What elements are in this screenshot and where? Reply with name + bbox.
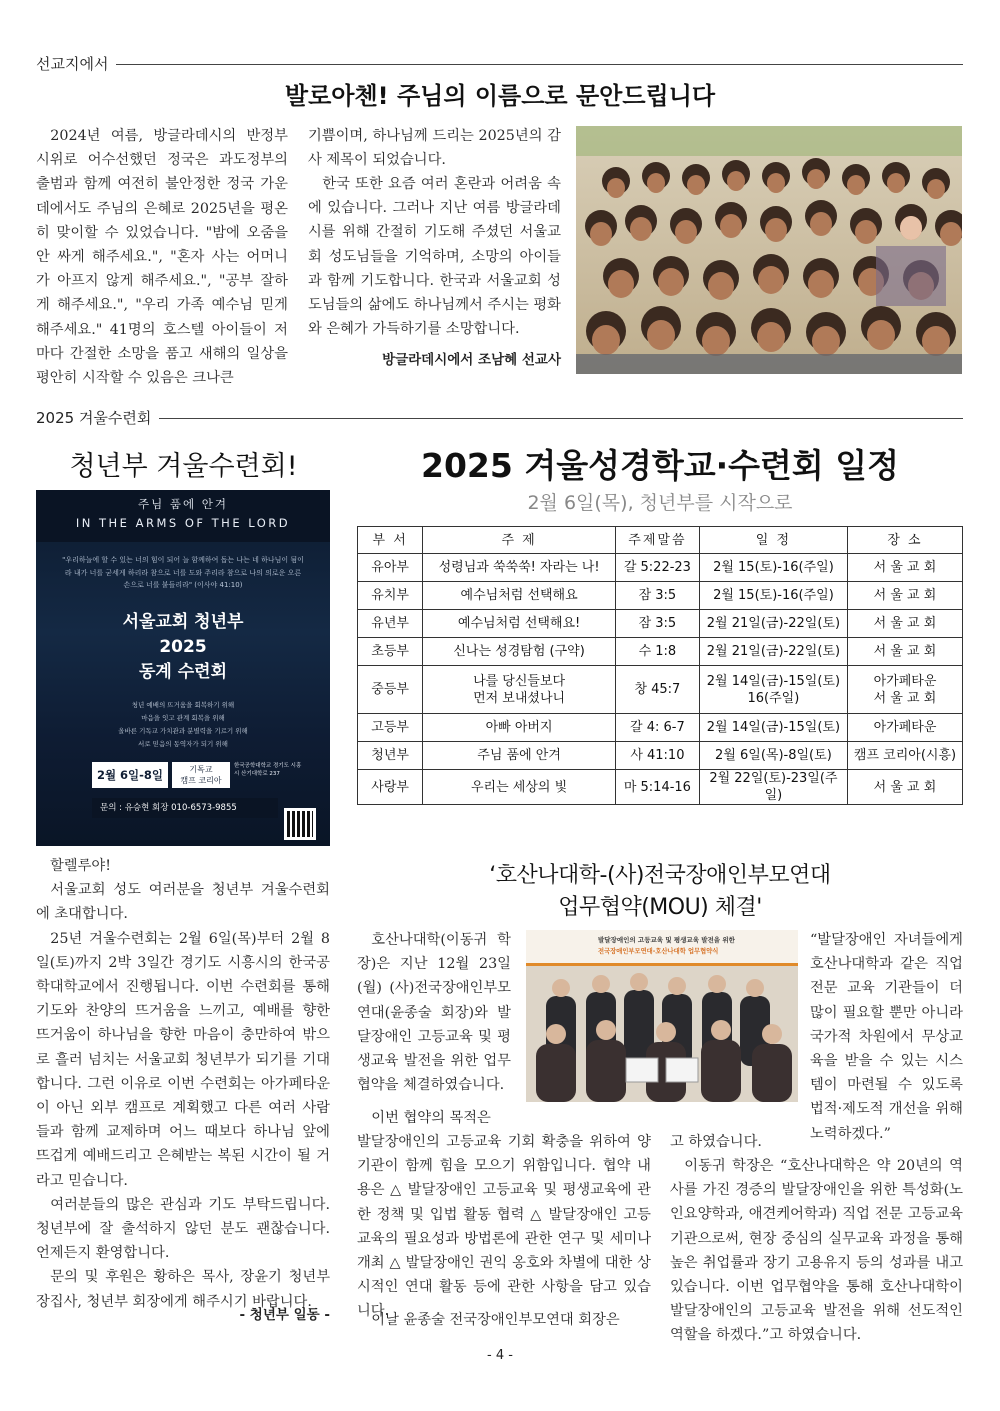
schedule-cell: 2월 15(토)-16(주일) bbox=[699, 582, 847, 610]
schedule-cell: 아가페타운 서 울 교 회 bbox=[847, 666, 962, 714]
poster-contact: 문의 : 유승현 회장 010-6573-9855 bbox=[92, 798, 278, 818]
poster-qr-code bbox=[284, 808, 316, 840]
schedule-cell: 사랑부 bbox=[358, 770, 423, 805]
poster-goal: 청년 예배의 뜨거움을 회복하기 위해 bbox=[131, 700, 235, 709]
schedule-header-row bbox=[358, 527, 963, 554]
poster-goal: 서로 믿음의 동역자가 되기 위해 bbox=[138, 739, 228, 748]
schedule-cell: 고등부 bbox=[358, 714, 423, 742]
schedule-row bbox=[358, 638, 963, 666]
schedule-cell: 성령님과 쑥쑥쑥! 자라는 나! bbox=[423, 554, 616, 582]
schedule-row bbox=[358, 666, 963, 714]
schedule-cell: 유아부 bbox=[358, 554, 423, 582]
mou-left-bottom: 발달장애인의 고등교육 기회 확충을 위하여 양 기관이 함께 힘을 모으기 위함입니다. 협약 내용은 △ 발달장애인 고등교육 및 평생교육에 관한 정책 및 입법 활동 협력 △ 발달장애인 고등교육의 필요성과 방법론에 관한 연구 및 세미나 개최 △ 발달장애인 권익 옹호와 차별에 대한 상시적인 연대 활동 등에 관한 사항을 담고 있습니다. bbox=[357, 1134, 651, 1320]
mission-headline: 발로아첸! 주님의 이름으로 문안드립니다 bbox=[284, 82, 716, 110]
schedule-cell: 서 울 교 회 bbox=[847, 554, 962, 582]
mou-left-bottom-2: 이날 윤종술 전국장애인부모연대 회장은 bbox=[371, 1312, 620, 1328]
schedule-cell: 2월 15(토)-16(주일) bbox=[699, 554, 847, 582]
schedule-cell: 2월 14일(금)-15일(토) bbox=[699, 714, 847, 742]
mou-purpose-lead: 이번 협약의 목적은 bbox=[371, 1110, 491, 1126]
poster-goals bbox=[36, 699, 330, 751]
poster-date-row bbox=[92, 762, 312, 792]
poster-venue-line2: 캠프 코리아 bbox=[180, 776, 222, 785]
youth-body-paragraph: 문의 및 후원은 황하은 목사, 장윤기 청년부장집사, 청년부 회장에게 해주시기 바랍니다. bbox=[36, 1269, 330, 1310]
mission-col2a: 기쁨이며, 하나님께 드리는 2025년의 감사 제목이 되었습니다. bbox=[308, 128, 561, 169]
schedule-cell: 2월 14일(금)-15일(토) 16(주일) bbox=[699, 666, 847, 714]
schedule-cell: 2월 6일(목)-8일(토) bbox=[699, 742, 847, 770]
schedule-cell: 우리는 세상의 빛 bbox=[423, 770, 616, 805]
schedule-header-cell: 주제말씀 bbox=[615, 527, 699, 554]
youth-retreat-poster bbox=[36, 490, 330, 846]
schedule-header-cell: 부 서 bbox=[358, 527, 423, 554]
schedule-header-cell: 장 소 bbox=[847, 527, 962, 554]
poster-verse: "우리하늘에 할 수 있는 너의 힘이 되어 늘 함께하여 돕는 나는 네 하나님이 됨이라 내가 너를 굳세게 하리라 참으로 너를 도와 주리라 참으로 나의 의로운 오른손으로 너를 붙들리라" (이사야 41:10) bbox=[62, 556, 304, 589]
schedule-cell: 유년부 bbox=[358, 610, 423, 638]
schedule-cell: 2월 22일(토)-23일(주일) bbox=[699, 770, 847, 805]
mou-right-bottom-1: 고 하였습니다. bbox=[670, 1134, 762, 1150]
section-label-winter: 2025 겨울수련회 bbox=[36, 407, 159, 428]
poster-goal: 올바른 기독교 가치관과 분별력을 기르기 위해 bbox=[118, 726, 248, 735]
schedule-cell: 수 1:8 bbox=[615, 638, 699, 666]
schedule-cell: 서 울 교 회 bbox=[847, 582, 962, 610]
schedule-cell: 창 45:7 bbox=[615, 666, 699, 714]
schedule-cell: 아빠 아버지 bbox=[423, 714, 616, 742]
schedule-cell: 2월 21일(금)-22일(토) bbox=[699, 610, 847, 638]
mou-banner-line1: 발달장애인의 고등교육 및 평생교육 발전을 위한 bbox=[598, 936, 735, 944]
schedule-cell: 캠프 코리아(시흥) bbox=[847, 742, 962, 770]
schedule-row bbox=[358, 610, 963, 638]
mission-signature: 방글라데시에서 조남혜 선교사 bbox=[382, 352, 561, 368]
mission-group-photo bbox=[576, 126, 962, 374]
mou-quote: “발달장애인 자녀들에게 호산나대학과 같은 직업 전문 교육 기관들이 더 많이 필요할 뿐만 아니라 국가적 차원에서 무상교육을 받을 수 있는 시스템이 마련될 수 있도록 법적·제도적 개선을 위해 노력하겠다.” bbox=[810, 932, 963, 1142]
schedule-header-cell: 주 제 bbox=[423, 527, 616, 554]
poster-venue-line1: 기독교 bbox=[189, 765, 213, 774]
mou-left-paragraph: 호산나대학(이동귀 학장)은 지난 12월 23일(월) (사)전국장애인부모연대(윤종술 회장)와 발달장애인 고등교육 및 평생교육 발전을 위한 업무협약을 체결하였습니다. bbox=[357, 932, 511, 1094]
poster-title-line1: 서울교회 청년부 bbox=[122, 611, 244, 632]
poster-title-line2: 2025 bbox=[159, 636, 207, 657]
poster-theme-korean: 주님 품에 안겨 bbox=[138, 497, 228, 511]
youth-retreat-headline: 청년부 겨울수련회! bbox=[69, 451, 298, 482]
schedule-cell: 예수님처럼 선택해요 bbox=[423, 582, 616, 610]
schedule-cell: 서 울 교 회 bbox=[847, 638, 962, 666]
schedule-cell: 서 울 교 회 bbox=[847, 610, 962, 638]
youth-body-paragraph: 할렐루야! bbox=[50, 858, 111, 874]
poster-venue bbox=[172, 762, 230, 788]
mou-people-illustration bbox=[526, 966, 798, 1102]
schedule-cell: 갈 5:22-23 bbox=[615, 554, 699, 582]
youth-retreat-body bbox=[36, 854, 330, 1314]
schedule-subheadline: 2월 6일(목), 청년부를 시작으로 bbox=[527, 492, 793, 514]
poster-title-block bbox=[36, 610, 330, 685]
schedule-row bbox=[358, 582, 963, 610]
poster-address: 한국공학대학교 경기도 시흥시 산기대학로 237 bbox=[234, 763, 302, 777]
youth-body-paragraph: 25년 겨울수련회는 2월 6일(목)부터 2월 8일(토)까지 2박 3일간 경기도 시흥시의 한국공학대학교에서 진행됩니다. 이번 수련회를 통해 기도와 찬양의 뜨거움을 느끼고, 예배를 향한 뜨거움이 하나님을 향한 마음이 충만하여 밖으로 흘러 넘치는 서울교회 청년부가 되기를 기대합니다. 그런 이유로 이번 수련회는 아가페타운이 아닌 외부 캠프로 계획했고 다른 여러 사람들과 함께 교제하며 어느 때보다 하나님 앞에 뜨겁게 예배드리고 은혜받는 복된 시간이 될 거라고 믿습니다. bbox=[36, 930, 330, 1189]
schedule-cell: 주님 품에 안겨 bbox=[423, 742, 616, 770]
schedule-cell: 아가페타운 bbox=[847, 714, 962, 742]
schedule-row bbox=[358, 554, 963, 582]
poster-date: 2월 6일-8일 bbox=[92, 762, 168, 788]
mou-banner-line2: 전국장애인부모연대-호산나대학 업무협약식 bbox=[598, 948, 719, 955]
schedule-cell: 신나는 성경탐험 (구약) bbox=[423, 638, 616, 666]
schedule-cell: 청년부 bbox=[358, 742, 423, 770]
poster-theme-english: IN THE ARMS OF THE LORD bbox=[75, 516, 291, 530]
youth-signature: - 청년부 일동 - bbox=[239, 1307, 330, 1323]
schedule-cell: 갈 4: 6-7 bbox=[615, 714, 699, 742]
mission-col1: 2024년 여름, 방글라데시의 반정부 시위로 어수선했던 정국은 과도정부의 출범과 함께 여전히 불안정한 정국 가운데에서도 주님의 은혜로 2025년을 평온히 맞이할 수 있었습니다. "밤에 오줌을 안 싸게 해주세요.", "혼자 사는 어머니가 아프지 않게 해주세요.", "공부 잘하게 해주세요.", "우리 가족 예수님 믿게 해주세요." 41명의 호스텔 아이들이 저마다 간절한 소망을 품고 새해의 일상을 평안히 시작할 수 있음은 크나큰 bbox=[36, 128, 288, 387]
schedule-table bbox=[357, 526, 963, 805]
mou-headline-line1: ‘호산나대학-(사)전국장애인부모연대 bbox=[489, 863, 831, 888]
schedule-cell: 잠 3:5 bbox=[615, 582, 699, 610]
schedule-cell: 유치부 bbox=[358, 582, 423, 610]
mou-ceremony-photo bbox=[526, 930, 798, 1102]
schedule-row bbox=[358, 714, 963, 742]
section-rule bbox=[36, 64, 963, 65]
schedule-cell: 잠 3:5 bbox=[615, 610, 699, 638]
schedule-cell: 마 5:14-16 bbox=[615, 770, 699, 805]
mou-banner bbox=[526, 930, 798, 966]
mou-right-bottom-2: 이동귀 학장은 “호산나대학은 약 20년의 역사를 가진 경증의 발달장애인을 위한 특성화(노인요양학과, 애견케어학과) 직업 전문 고등교육기관으로써, 현장 중심의 실무교육 과정을 통해 높은 취업률과 장기 고용유지 등의 성과를 내고 있습니다. 이번 업무협약을 통해 호산나대학이 발달장애인의 고등교육 발전을 위해 선도적인 역할을 하겠다.”고 하였습니다. bbox=[670, 1158, 963, 1344]
mou-headline-line2: 업무협약(MOU) 체결' bbox=[558, 895, 762, 920]
poster-title-line3: 동계 수련회 bbox=[138, 661, 228, 682]
poster-goal: 마음을 잇고 관계 회복을 위해 bbox=[141, 713, 225, 722]
youth-body-paragraph: 서울교회 성도 여러분을 청년부 겨울수련회에 초대합니다. bbox=[36, 882, 330, 923]
schedule-row bbox=[358, 742, 963, 770]
section-label-mission: 선교지에서 bbox=[36, 53, 116, 74]
poster-header-band bbox=[36, 490, 330, 542]
group-photo-illustration bbox=[576, 126, 962, 374]
schedule-cell: 2월 21일(금)-22일(토) bbox=[699, 638, 847, 666]
schedule-headline: 2025 겨울성경학교·수련회 일정 bbox=[420, 446, 900, 485]
schedule-cell: 나를 당신들보다 먼저 보내셨나니 bbox=[423, 666, 616, 714]
schedule-cell: 중등부 bbox=[358, 666, 423, 714]
section-rule bbox=[36, 418, 963, 419]
youth-body-paragraph: 여러분들의 많은 관심과 기도 부탁드립니다. 청년부에 잘 출석하지 않던 분도 괜찮습니다. 언제든지 환영합니다. bbox=[36, 1196, 330, 1262]
schedule-header-cell: 일 정 bbox=[699, 527, 847, 554]
page-number: - 4 - bbox=[487, 1348, 513, 1363]
mission-col2b: 한국 또한 요즘 여러 혼란과 어려움 속에 있습니다. 그러나 지난 여름 방글라데시를 위해 간절히 기도해 주셨던 서울교회 성도님들을 기억하며, 소망의 아이들과 함께 기도합니다. 한국과 서울교회 성도님들의 삶에도 하나님께서 주시는 평화와 은혜가 가득하기를 소망합니다. bbox=[308, 176, 561, 338]
schedule-row bbox=[358, 770, 963, 805]
schedule-cell: 서 울 교 회 bbox=[847, 770, 962, 805]
schedule-cell: 사 41:10 bbox=[615, 742, 699, 770]
schedule-cell: 초등부 bbox=[358, 638, 423, 666]
schedule-cell: 예수님처럼 선택해요! bbox=[423, 610, 616, 638]
